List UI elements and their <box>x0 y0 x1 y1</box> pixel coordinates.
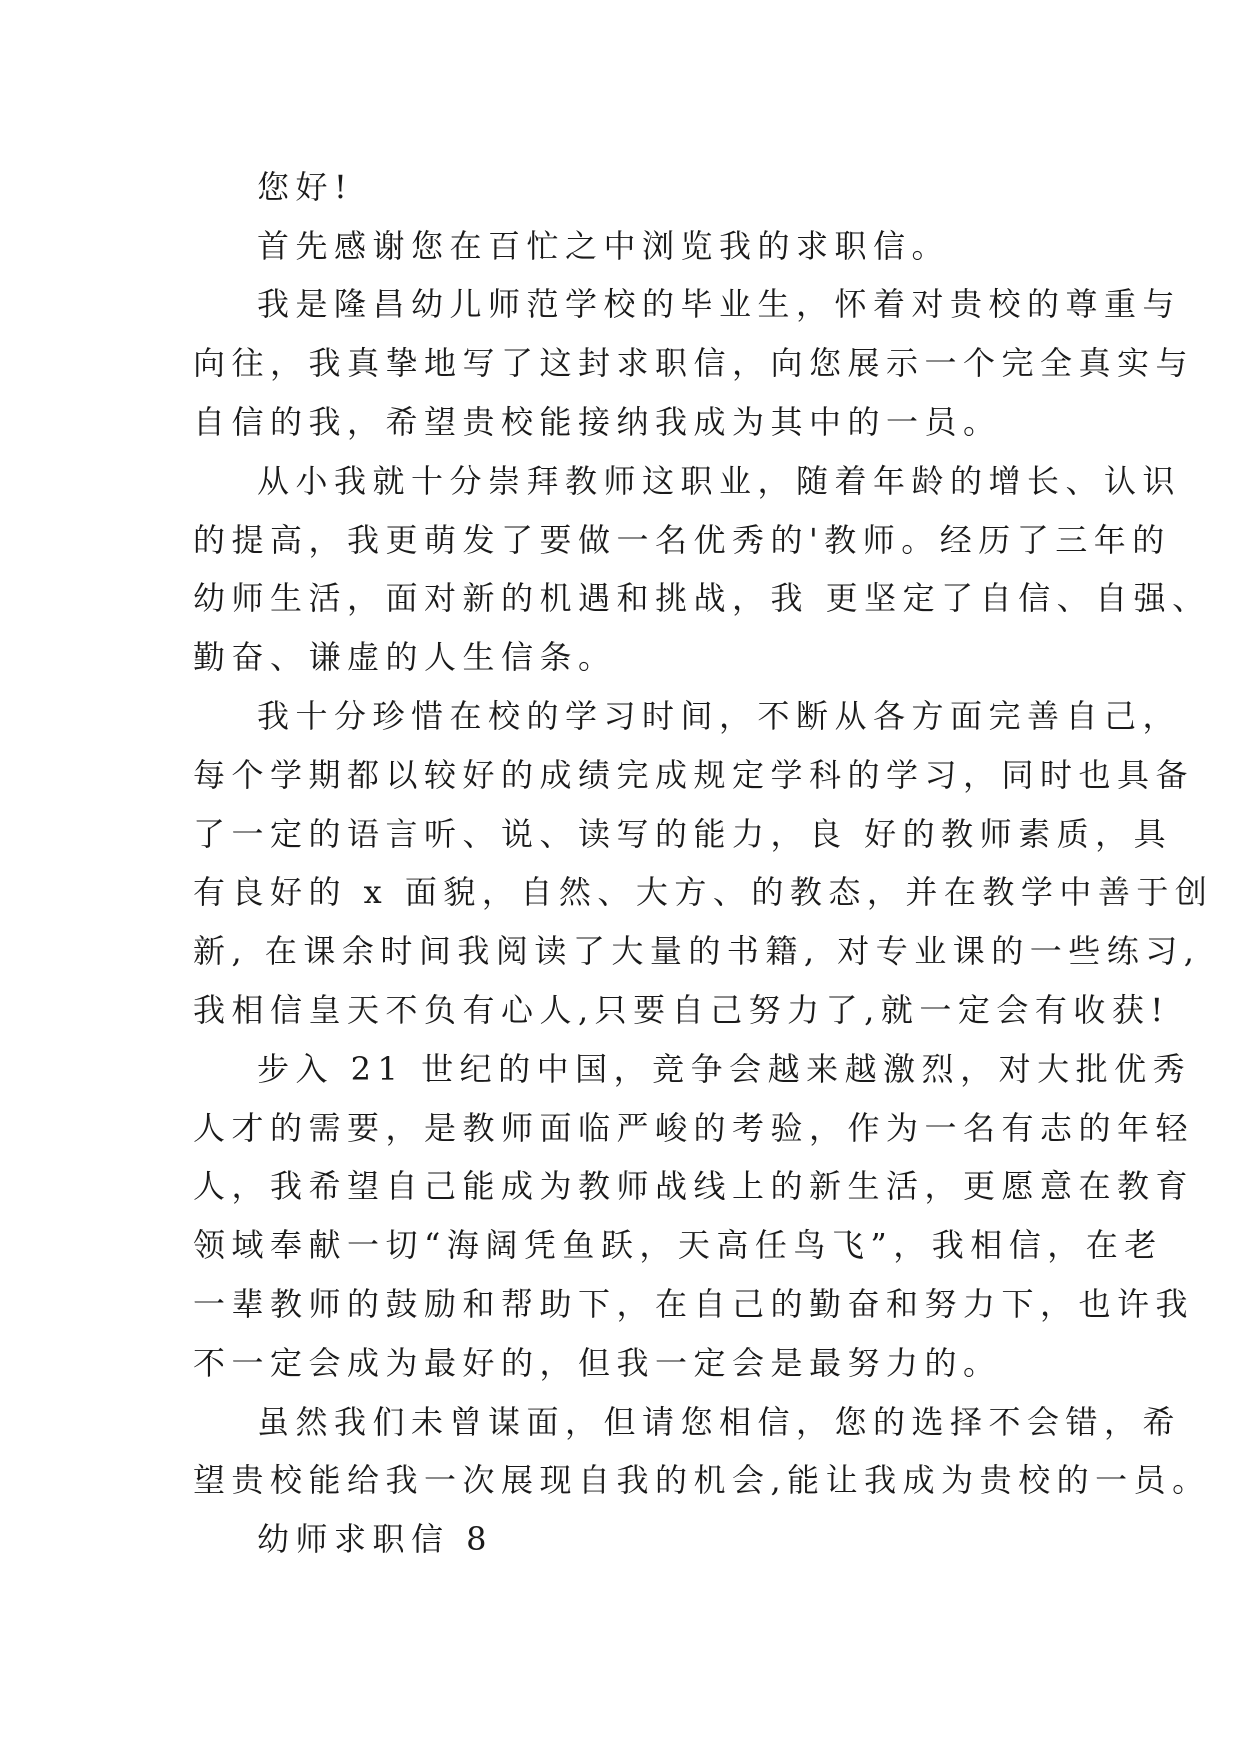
greeting-line: 您好! <box>257 168 354 206</box>
paragraph-4-line-1: 我十分珍惜在校的学习时间，不断从各方面完善自己， <box>257 697 1182 735</box>
paragraph-6-line-2: 望贵校能给我一次展现自我的机会,能让我成为贵校的一员。 <box>193 1461 1211 1499</box>
section-heading: 幼师求职信 8 <box>257 1520 494 1558</box>
paragraph-2-line-3: 自信的我，希望贵校能接纳我成为其中的一员。 <box>193 403 1002 441</box>
paragraph-4-line-5: 新, 在课余时间我阅读了大量的书籍, 对专业课的一些练习, <box>193 932 1201 970</box>
paragraph-5-line-4: 领域奉献一切“海阔凭鱼跃，天高任鸟飞”，我相信，在老 <box>193 1226 1163 1264</box>
paragraph-4-line-3: 了一定的语言听、说、读写的能力，良 好的教师素质，具 <box>193 815 1173 853</box>
paragraph-5-line-6: 不一定会成为最好的，但我一定会是最努力的。 <box>193 1344 1002 1382</box>
paragraph-3-line-1: 从小我就十分崇拜教师这职业，随着年龄的增长、认识 <box>257 462 1182 500</box>
paragraph-5-line-3: 人，我希望自己能成为教师战线上的新生活，更愿意在教育 <box>193 1167 1195 1205</box>
paragraph-2-line-1: 我是隆昌幼儿师范学校的毕业生，怀着对贵校的尊重与 <box>257 285 1182 323</box>
paragraph-4-line-2: 每个学期都以较好的成绩完成规定学科的学习，同时也具备 <box>193 756 1195 794</box>
paragraph-3-line-3: 幼师生活，面对新的机遇和挑战，我 更坚定了自信、自强、 <box>193 579 1211 617</box>
paragraph-1-line-1: 首先感谢您在百忙之中浏览我的求职信。 <box>257 227 951 265</box>
paragraph-5-line-1: 步入 21 世纪的中国，竞争会越来越激烈，对大批优秀 <box>257 1050 1192 1088</box>
paragraph-2-line-2: 向往，我真挚地写了这封求职信，向您展示一个完全真实与 <box>193 344 1195 382</box>
paragraph-6-line-1: 虽然我们未曾谋面，但请您相信，您的选择不会错，希 <box>257 1403 1182 1441</box>
paragraph-3-line-4: 勤奋、谦虚的人生信条。 <box>193 638 617 676</box>
paragraph-5-line-2: 人才的需要，是教师面临严峻的考验，作为一名有志的年轻 <box>193 1109 1195 1147</box>
paragraph-4-line-6: 我相信皇天不负有心人,只要自己努力了,就一定会有收获! <box>193 991 1170 1029</box>
paragraph-4-line-4: 有良好的 x 面貌，自然、大方、的教态，并在教学中善于创 <box>193 873 1214 911</box>
paragraph-5-line-5: 一辈教师的鼓励和帮助下，在自己的勤奋和努力下，也许我 <box>193 1285 1195 1323</box>
paragraph-3-line-2: 的提高，我更萌发了要做一名优秀的'教师。经历了三年的 <box>193 521 1171 559</box>
